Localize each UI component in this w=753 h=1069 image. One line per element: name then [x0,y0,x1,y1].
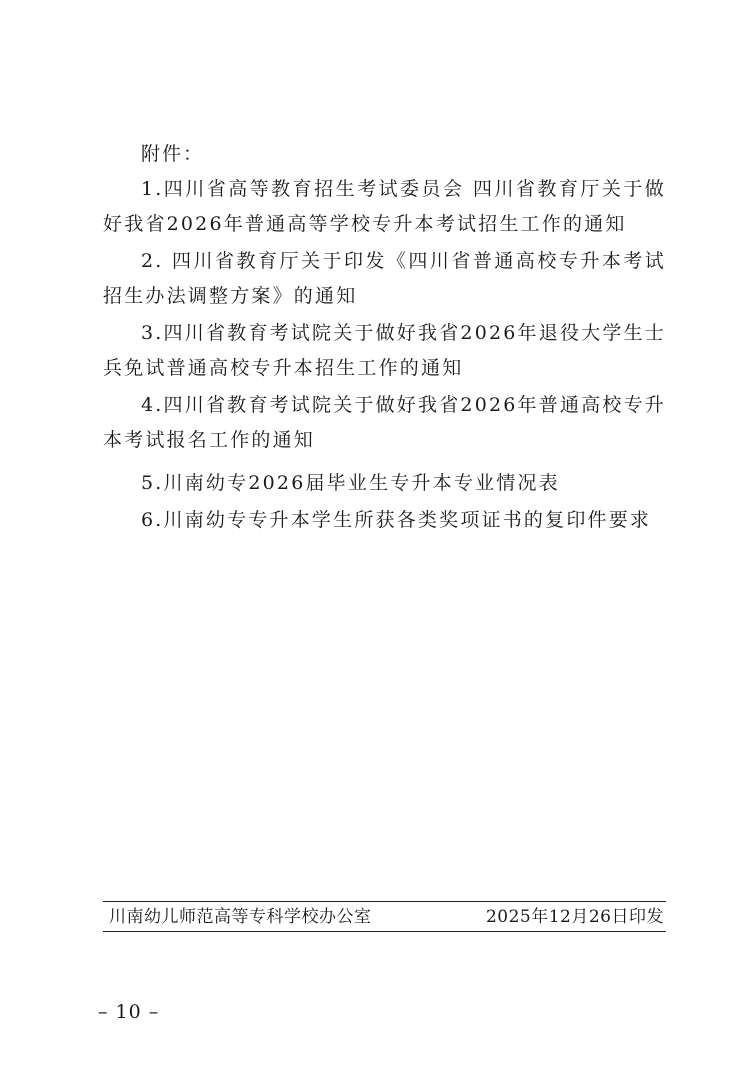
attachment-item-3: 3.四川省教育考试院关于做好我省2026年退役大学生士兵免试普通高校专升本招生工作的通知 [103,322,666,379]
footer-top-rule [103,901,666,902]
attachments-heading: 附件： [141,143,205,165]
issue-date: 2025年12月26日印发 [485,907,664,927]
attachment-item-5: 5.川南幼专2026届毕业生专升本专业情况表 [141,472,560,494]
footer-issuer-row [103,903,666,931]
attachment-item-2: 2. 四川省教育厅关于印发《四川省普通高校专升本考试招生办法调整方案》的通知 [103,250,666,307]
page-number: – 10 – [98,1001,160,1023]
attachments-list [103,172,666,540]
issuing-organization: 川南幼儿师范高等专科学校办公室 [109,907,372,927]
footer-bottom-rule [103,931,666,932]
attachment-item-6: 6.川南幼专专升本学生所获各类奖项证书的复印件要求 [141,509,652,531]
attachment-item-4: 4.四川省教育考试院关于做好我省2026年普通高校专升本考试报名工作的通知 [103,394,666,451]
attachment-item-1: 1.四川省高等教育招生考试委员会 四川省教育厅关于做好我省2026年普通高等学校专升本考试招生工作的通知 [103,178,666,235]
